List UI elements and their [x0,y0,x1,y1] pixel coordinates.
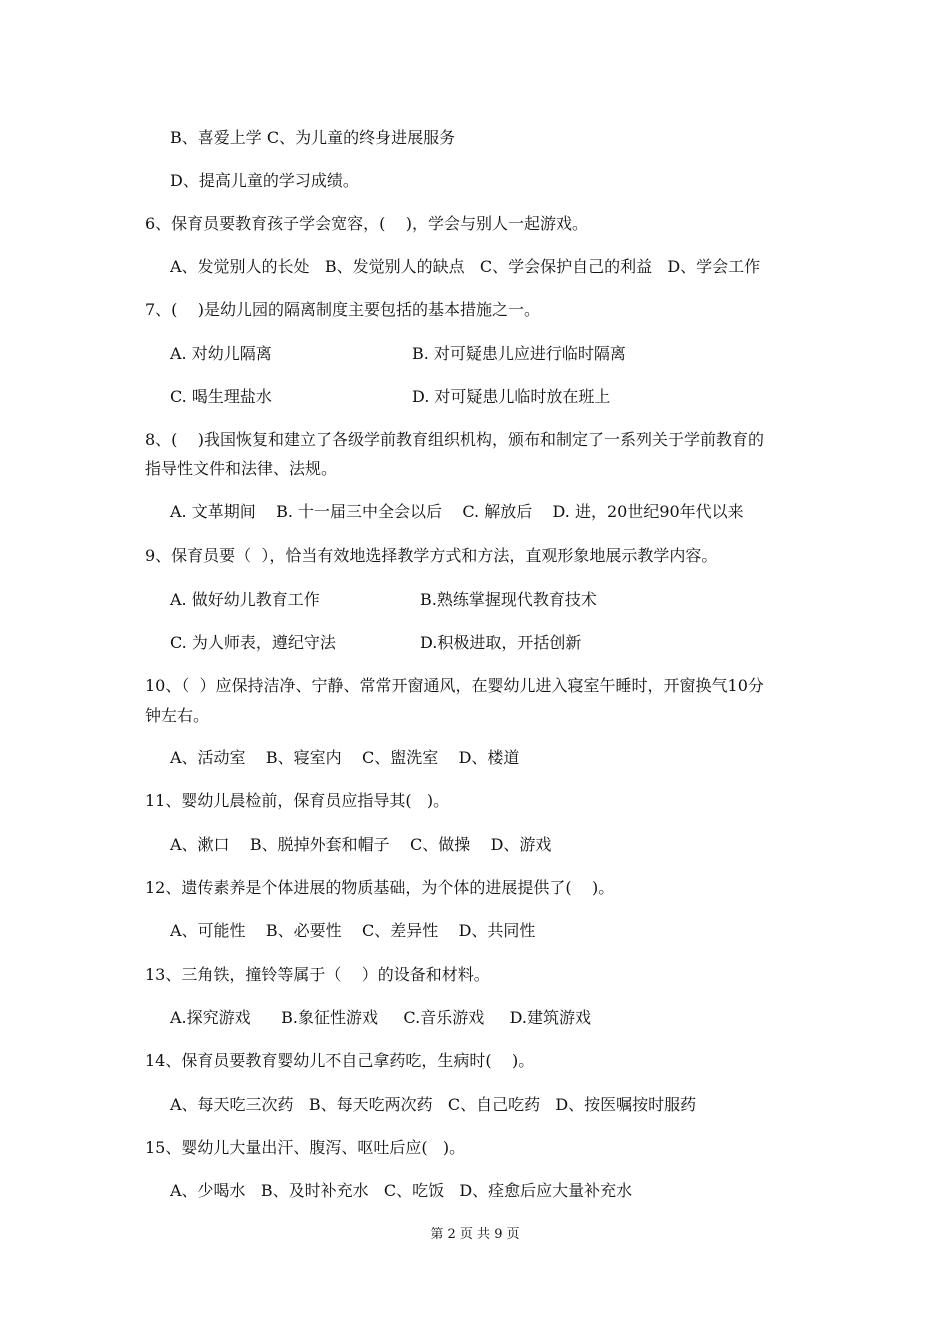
page-footer: 第 2 页 共 9 页 [430,1227,520,1242]
option-line: B、喜爱上学 C、为儿童的终身进展服务 [170,128,456,147]
question-14: 14、保育员要教育婴幼儿不自己拿药吃，生病时( )。 [145,1051,535,1070]
question-10-continued: 钟左右。 [145,706,210,725]
question-13-options: A.探究游戏 B.象征性游戏 C.音乐游戏 D.建筑游戏 [170,1008,591,1027]
question-8: 8、( )我国恢复和建立了各级学前教育组织机构，颁布和制定了一系列关于学前教育的 [145,430,765,449]
question-15-options: A、少喝水 B、及时补充水 C、吃饭 D、痊愈后应大量补充水 [170,1181,633,1200]
question-15: 15、婴幼儿大量出汗、腹泻、呕吐后应( )。 [145,1138,466,1157]
question-11: 11、婴幼儿晨检前，保育员应指导其( )。 [145,791,450,810]
question-9-option-d: D.积极进取，开括创新 [420,633,582,652]
question-10-options: A、活动室 B、寝室内 C、盥洗室 D、楼道 [170,748,520,767]
question-12-options: A、可能性 B、必要性 C、差异性 D、共同性 [170,921,536,940]
question-8-options: A. 文革期间 B. 十一届三中全会以后 C. 解放后 D. 进，20世纪90年代以来 [170,502,744,521]
question-7-option-a: A. 对幼儿隔离 [170,344,272,363]
question-12: 12、遗传素养是个体进展的物质基础，为个体的进展提供了( )。 [145,878,615,897]
question-7: 7、( )是幼儿园的隔离制度主要包括的基本措施之一。 [145,300,541,319]
question-8-continued: 指导性文件和法律、法规。 [145,459,338,478]
question-9-option-c: C. 为人师表，遵纪守法 [170,633,336,652]
question-10: 10、（ ）应保持洁净、宁静、常常开窗通风，在婴幼儿进入寝室午睡时，开窗换气10分 [145,676,764,695]
question-6-options: A、发觉别人的长处 B、发觉别人的缺点 C、学会保护自己的利益 D、学会工作 [170,257,761,276]
question-11-options: A、漱口 B、脱掉外套和帽子 C、做操 D、游戏 [170,835,552,854]
question-6: 6、保育员要教育孩子学会宽容，( )，学会与别人一起游戏。 [145,214,589,233]
option-line: D、提高儿童的学习成绩。 [170,171,359,190]
question-14-options: A、每天吃三次药 B、每天吃两次药 C、自己吃药 D、按医嘱按时服药 [170,1095,697,1114]
question-7-option-d: D. 对可疑患儿临时放在班上 [412,387,611,406]
question-9: 9、保育员要（ ），恰当有效地选择教学方式和方法，直观形象地展示教学内容。 [145,546,718,565]
question-7-option-b: B. 对可疑患儿应进行临时隔离 [412,344,626,363]
question-9-option-a: A. 做好幼儿教育工作 [170,590,320,609]
question-13: 13、三角铁，撞铃等属于（ ）的设备和材料。 [145,965,490,984]
question-7-option-c: C. 喝生理盐水 [170,387,272,406]
question-9-option-b: B.熟练掌握现代教育技术 [420,590,597,609]
